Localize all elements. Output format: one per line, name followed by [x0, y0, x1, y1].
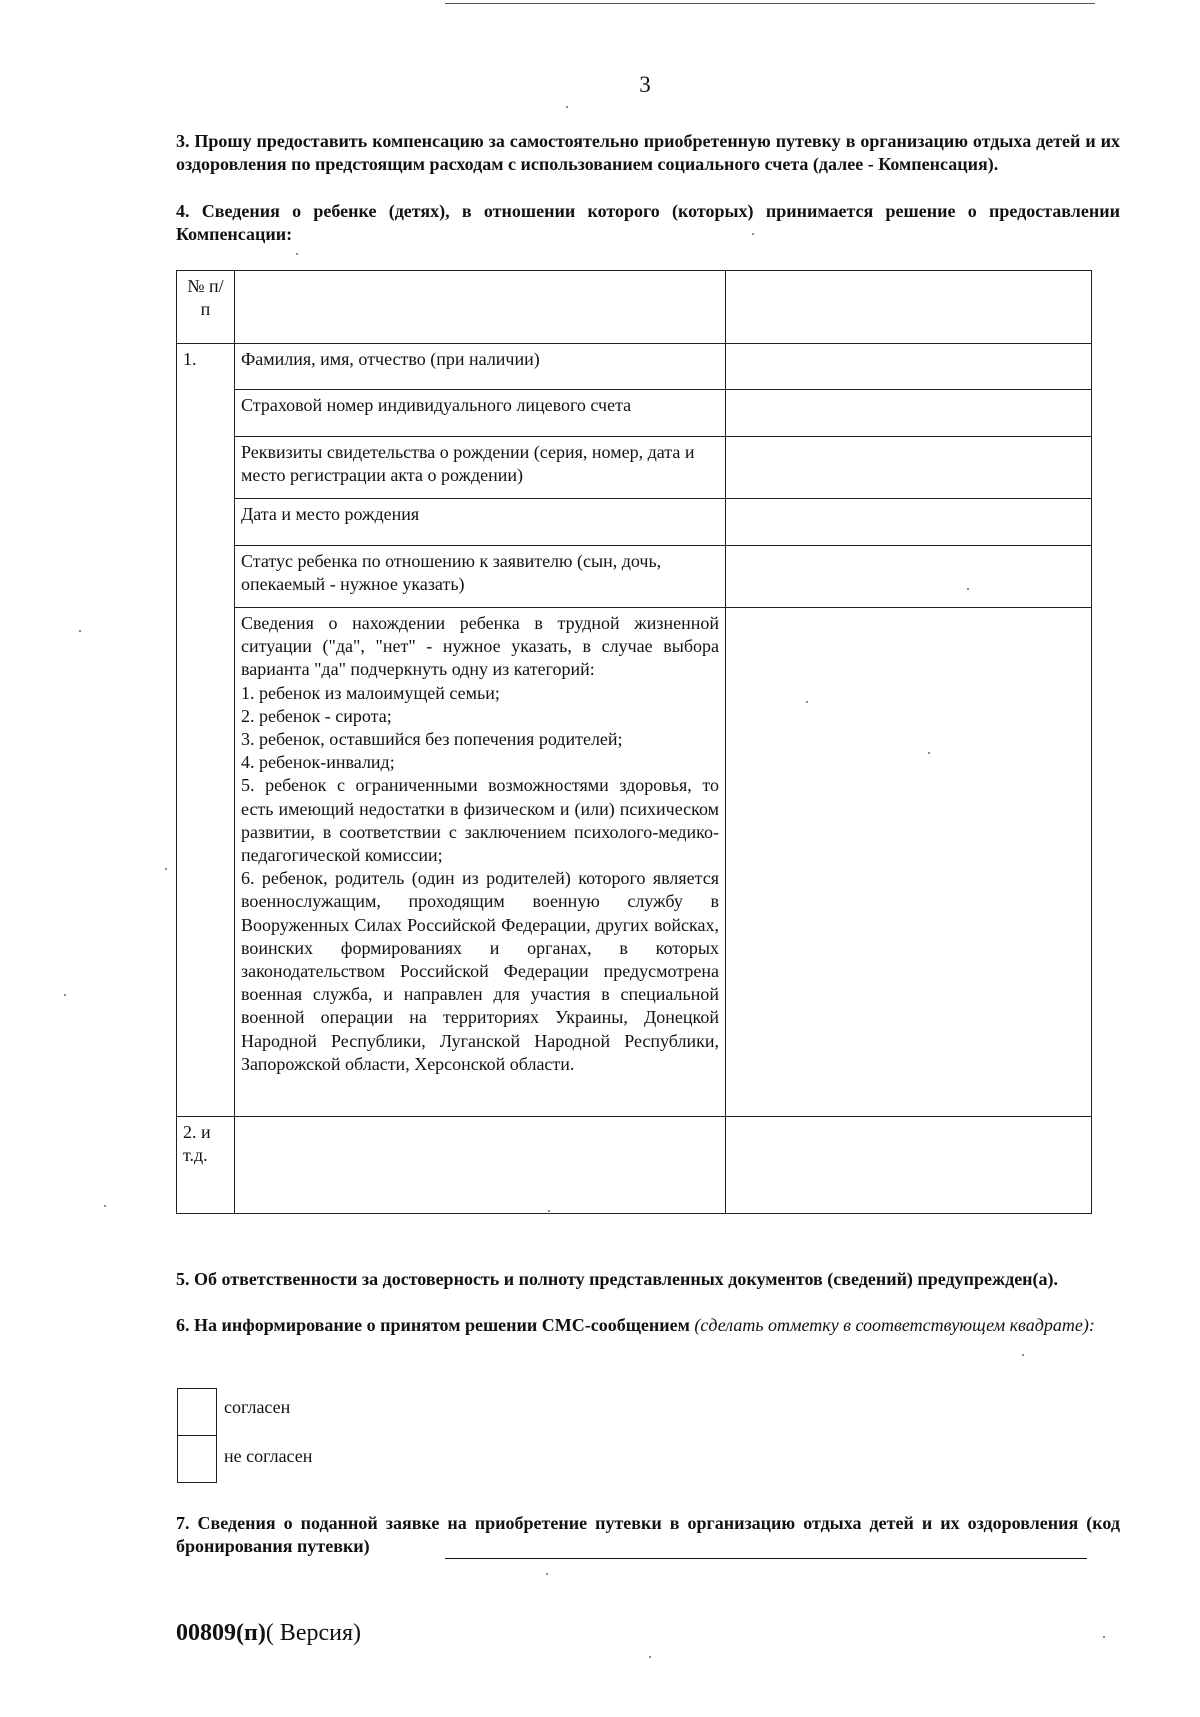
table-row — [177, 608, 1092, 1117]
scan-speck — [1103, 1636, 1105, 1638]
hardship-item-4: 4. ребенок-инвалид; — [241, 752, 395, 773]
field-label-dob: Дата и место рождения — [235, 499, 726, 546]
section-6-text — [176, 1314, 1120, 1337]
scan-speck — [928, 752, 930, 754]
scan-speck — [566, 106, 568, 108]
scan-speck — [967, 588, 969, 590]
section-6-bold: 6. На информирование о принятом решении СМС-сообщением — [176, 1315, 690, 1335]
header-label-cell — [235, 271, 726, 344]
field-value-fio[interactable] — [726, 344, 1092, 390]
scan-speck — [806, 701, 808, 703]
scan-speck — [1022, 1354, 1024, 1356]
row2-value-cell[interactable] — [726, 1117, 1092, 1214]
row2-num-cell: 2. и т.д. — [177, 1117, 235, 1214]
header-num-cell: № п/п — [177, 271, 235, 344]
form-code-version: ( Версия) — [265, 1620, 361, 1646]
scan-speck — [64, 994, 66, 996]
table-row — [177, 390, 1092, 437]
hardship-item-6: 6. ребенок, родитель (один из родителей) которого является военнослужащим, проходящим военную службу в Вооруженных Силах Российской Федерации, других войсках, воинских формированиях и органах, в которых законодательством Российской Федерации предусмотрена военная служба, и направлен для участия в специальной военной операции на территориях Украины, Донецкой Народной Республики, Луганской Народной Республики, Запорожской области, Херсонской области. — [241, 868, 719, 1074]
sms-disagree-label: не согласен — [224, 1446, 313, 1466]
scan-speck — [104, 1205, 106, 1207]
field-value-snils[interactable] — [726, 390, 1092, 437]
hardship-item-3: 3. ребенок, оставшийся без попечения родителей; — [241, 729, 623, 750]
form-code — [176, 1620, 361, 1647]
scan-speck — [548, 1210, 550, 1212]
child-info-table — [176, 270, 1092, 1214]
table-row — [177, 546, 1092, 608]
field-label-fio: Фамилия, имя, отчество (при наличии) — [235, 344, 726, 390]
field-label-birth-cert: Реквизиты свидетельства о рождении (серия, номер, дата и место регистрации акта о рождении) — [235, 437, 726, 499]
booking-code-field[interactable] — [445, 1558, 1087, 1559]
sms-agree-checkbox[interactable] — [177, 1388, 217, 1436]
field-value-status[interactable] — [726, 546, 1092, 608]
page-number: 3 — [639, 72, 651, 97]
field-label-status: Статус ребенка по отношению к заявителю (сын, дочь, опекаемый - нужное указать) — [235, 546, 726, 608]
section-7-text: 7. Сведения о поданной заявке на приобретение путевки в организацию отдыха детей и их оздоровления (код бронирования путевки) — [176, 1513, 1120, 1556]
hardship-intro: Сведения о нахождении ребенка в трудной жизненной ситуации ("да", "нет" - нужное указать, в случае выбора варианта "да" подчеркнуть одну из категорий: — [241, 613, 719, 680]
table-header-row — [177, 271, 1092, 344]
section-3-text: 3. Прошу предоставить компенсацию за самостоятельно приобретенную путевку в организацию отдыха детей и их оздоровления по предстоящим расходам с использованием социального счета (далее - Компенсация). — [176, 131, 1120, 174]
section-5-text: 5. Об ответственности за достоверность и полноту представленных документов (сведений) предупрежден(а). — [176, 1269, 1059, 1289]
scan-speck — [79, 630, 81, 632]
row1-num-cell: 1. — [177, 344, 235, 1117]
field-value-birth-cert[interactable] — [726, 437, 1092, 499]
table-row — [177, 437, 1092, 499]
sms-agree-label: согласен — [224, 1397, 291, 1417]
field-label-hardship — [235, 608, 726, 1117]
hardship-item-1: 1. ребенок из малоимущей семьи; — [241, 682, 500, 703]
scan-speck — [752, 233, 754, 235]
header-value-cell — [726, 271, 1092, 344]
form-code-number: 00809(п) — [176, 1620, 266, 1646]
sms-disagree-checkbox[interactable] — [177, 1435, 217, 1483]
hardship-item-2: 2. ребенок - сирота; — [241, 705, 392, 726]
field-value-dob[interactable] — [726, 499, 1092, 546]
scan-speck — [165, 868, 167, 870]
hardship-item-5: 5. ребенок с ограниченными возможностями здоровья, то есть имеющий недостатки в физическом и (или) психическом развитии, в соответствии с заключением психолого-медико-педагогической комиссии; — [241, 775, 719, 866]
section-6-italic: (сделать отметку в соответствующем квадрате): — [694, 1315, 1095, 1335]
field-label-snils: Страховой номер индивидуального лицевого счета — [235, 390, 726, 437]
field-value-hardship[interactable] — [726, 608, 1092, 1117]
table-row — [177, 499, 1092, 546]
scan-speck — [649, 1656, 651, 1658]
scan-speck — [546, 1573, 548, 1575]
table-row — [177, 1117, 1092, 1214]
top-rule — [445, 3, 1095, 4]
scan-speck — [296, 253, 298, 255]
table-row — [177, 344, 1092, 390]
row2-label-cell[interactable] — [235, 1117, 726, 1214]
hardship-list — [241, 682, 719, 1076]
section-4-text: 4. Сведения о ребенке (детях), в отношении которого (которых) принимается решение о предоставлении Компенсации: — [176, 201, 1120, 244]
